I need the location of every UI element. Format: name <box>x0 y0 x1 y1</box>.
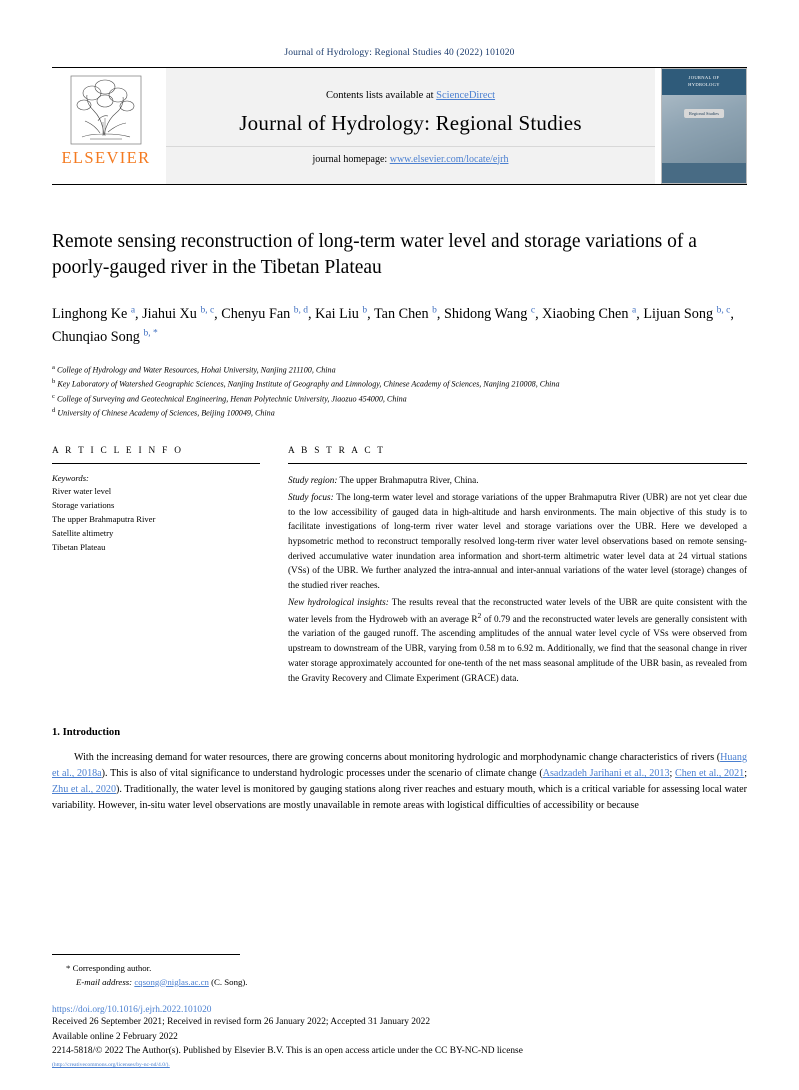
corresponding-text: Corresponding author. <box>72 963 152 974</box>
running-head: Journal of Hydrology: Regional Studies 40 (2022) 101020 <box>284 48 515 58</box>
abstract-column <box>288 446 747 687</box>
keyword-item: The upper Brahmaputra River <box>52 513 156 524</box>
intro-sep-1: ; <box>669 768 675 780</box>
keyword-item: Satellite altimetry <box>52 527 114 538</box>
journal-title: Journal of Hydrology: Regional Studies <box>239 110 582 135</box>
affiliation-item: $^c$ College of Surveying and Geotechnical Engineering, Henan Polytechnic University, Jiaozuo 454000, China <box>52 392 407 404</box>
article-info-divider <box>52 463 260 464</box>
cc-license-link[interactable]: (http://creativecommons.org/licenses/by-nc-nd/4.0/). <box>52 1062 170 1068</box>
doi-link-wrap <box>52 1005 747 1015</box>
contents-prefix: Contents lists available at <box>325 89 437 101</box>
citation-link[interactable]: Asadzadeh Jarihani et al., 2013 <box>542 768 670 780</box>
info-abstract-columns <box>52 446 747 687</box>
journal-homepage-link[interactable]: www.elsevier.com/locate/ejrh <box>389 153 509 165</box>
keyword-item: Tibetan Plateau <box>52 541 106 552</box>
affiliation-item: $^d$ University of Chinese Academy of Sciences, Beijing 100049, China <box>52 406 275 418</box>
study-focus-label: Study focus: <box>288 491 334 502</box>
insights-label: New hydrological insights: <box>288 596 389 607</box>
abstract-study-focus <box>288 490 747 593</box>
elsevier-wordmark: ELSEVIER <box>61 148 151 167</box>
introduction-paragraph <box>52 750 747 814</box>
doi-link[interactable]: https://doi.org/10.1016/j.ejrh.2022.101020 <box>52 1005 212 1016</box>
article-info-heading: A R T I C L E I N F O <box>52 446 184 457</box>
cover-title <box>662 69 746 95</box>
cover-title-line1: JOURNAL OF <box>688 75 720 81</box>
email-label: E-mail address: <box>76 976 133 987</box>
citation-link[interactable]: Zhu et al., 2020 <box>52 784 116 796</box>
footnote-divider <box>52 954 240 955</box>
affiliation-item: $^a$ College of Hydrology and Water Resources, Hohai University, Nanjing 211100, China <box>52 364 336 375</box>
cover-footer-band <box>662 163 746 183</box>
citation-link[interactable]: Huang et al., 2018a <box>52 752 747 780</box>
journal-masthead <box>52 68 747 184</box>
page-footer <box>52 954 747 1068</box>
author-list: Linghong Ke $^a$, Jiahui Xu $^{b, c}$, Chenyu Fan $^{b, d}$, Kai Liu $^b$, Tan Chen $^b$, Shidong Wang $^c$, Xiaobing Chen $^a$, Lijuan Song $^{b, c}$, Chunqiao Song $^{b, *}$ <box>52 305 734 346</box>
keyword-item: Storage variations <box>52 500 115 511</box>
cover-badge: Regional Studies <box>684 109 724 118</box>
keywords-label: Keywords: <box>52 473 89 484</box>
header-divider-bottom <box>52 184 747 185</box>
homepage-prefix: journal homepage: <box>312 153 390 165</box>
available-online: Available online 2 February 2022 <box>52 1031 178 1042</box>
elsevier-tree-icon <box>69 74 143 146</box>
intro-part-3: ). This is also of vital significance to understand hydrologic processes under the scenario of climate change ( <box>101 768 543 780</box>
study-region-text: The upper Brahmaputra River, China. <box>337 475 479 486</box>
page-title: Remote sensing reconstruction of long-term water level and storage variations of a poorly-gauged river in the Tibetan Plateau <box>52 231 697 279</box>
affiliation-item: $^b$ Key Laboratory of Watershed Geographic Sciences, Nanjing Institute of Geography and Limnology, Chinese Academy of Sciences, Nanjing 210008, China <box>52 378 560 390</box>
intro-part-end: ). Traditionally, the water level is monitored by gauging stations along river reaches and estuary mouth, which is a critical variable for assessing local water variability. However, in-situ water level observations are mostly unavailable in remote areas with logistical difficulties of accessibility or because <box>52 784 747 812</box>
received-dates: Received 26 September 2021; Received in revised form 26 January 2022; Accepted 31 January 2022 <box>52 1017 431 1028</box>
email-suffix: (C. Song). <box>211 976 248 987</box>
study-region-label: Study region: <box>288 475 338 486</box>
abstract-divider <box>288 463 747 464</box>
journal-cover-image <box>661 68 747 184</box>
abstract-insights <box>288 595 747 685</box>
insights-text: The results reveal that the reconstructed water levels of the UBR are quite consistent with the water levels from the Hydroweb with an average $R^2$ of 0.79 and the reconstructed water levels are generally consistent with the variation of the gauged runoff. The ascending amplitudes of the annual water level cycle of VSs were observed from upstream to downstream of the UBR, varying from 0.58 m to 6.92 m. Additionally, we find that the seasonal change in river water storage approximately accounted for one-tenth of the net mass seasonal amplitude of the UBR basin, as revealed from the Gravity Recovery and Climate Experiment (GRACE) data. <box>288 596 748 683</box>
abstract-heading: A B S T R A C T <box>288 446 386 457</box>
study-focus-text: The long-term water level and storage variations of the upper Brahmaputra River (UBR) are not yet clear due to the low accessibility of gauged data in high-altitude and harsh environments. The main objective of this study is to facilitate investigations of long-term river water level and storage variations over the UBR. Here we developed a hypsometric method to reconstruct temporally resolved long-term river water level observations based on remote sensing-derived accumulative water inundation area information and short-term altimetric water level data at 24 virtual stations (VSs) of the UBR. We further analyzed the intra-annual and inter-annual variations of the water level (storage) changes of the studied river reaches. <box>288 491 747 591</box>
contents-line <box>326 90 495 101</box>
corresponding-author-note <box>52 962 747 976</box>
journal-center-block <box>166 68 655 184</box>
keyword-item: River water level <box>52 486 112 497</box>
journal-homepage-line <box>166 146 655 165</box>
affiliation-list <box>52 363 747 420</box>
intro-part-1: With the increasing demand for water resources, there are growing concerns about monitoring hydrologic and morphodynamic change characteristics of rivers ( <box>74 752 721 764</box>
email-note <box>52 976 747 990</box>
cover-title-line2: HYDROLOGY <box>688 82 720 87</box>
abstract-study-region <box>288 473 747 488</box>
article-info-column <box>52 446 260 687</box>
corresponding-marker: * <box>66 963 71 974</box>
citation-link[interactable]: Chen et al., 2021 <box>675 768 745 780</box>
copyright-line: 2214-5818/© 2022 The Author(s). Published by Elsevier B.V. This is an open access article under the CC BY-NC-ND license <box>52 1046 523 1057</box>
elsevier-logo <box>52 68 160 184</box>
section-heading-introduction: 1. Introduction <box>52 727 121 739</box>
sciencedirect-link[interactable]: ScienceDirect <box>436 89 496 101</box>
email-link[interactable]: cqsong@niglas.ac.cn <box>134 976 209 987</box>
intro-sep-2: ; <box>744 768 747 780</box>
